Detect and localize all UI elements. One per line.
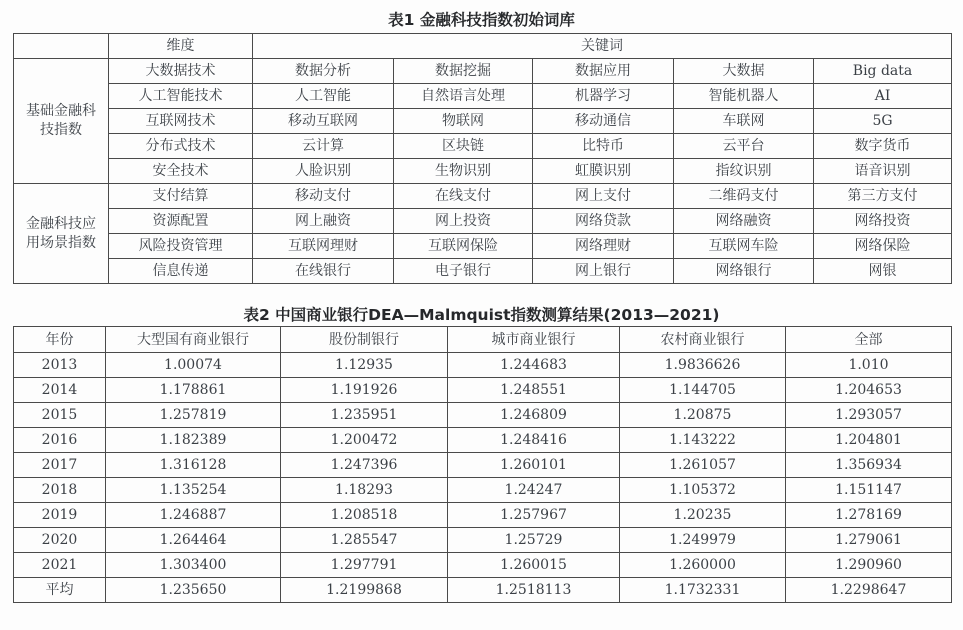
table2-value-cell: 1.200472 — [281, 428, 448, 453]
table2-row — [14, 453, 952, 478]
table1-keyword-cell: 区块链 — [394, 134, 533, 159]
table1-row — [14, 109, 952, 134]
table2-year-cell: 2019 — [14, 503, 106, 528]
table1-keyword-cell: 虹膜识别 — [533, 159, 674, 184]
table1-keyword-cell: 互联网理财 — [253, 234, 394, 259]
table2-header-row — [14, 327, 952, 353]
table1-group-label: 金融科技应用场景指数 — [14, 184, 109, 284]
table1-header-dimension: 维度 — [109, 34, 253, 59]
table1-keyword-cell: 第三方支付 — [814, 184, 952, 209]
table2-value-cell: 1.246809 — [448, 403, 620, 428]
table1-keyword-cell: 电子银行 — [394, 259, 533, 284]
table1-keyword-cell: 移动通信 — [533, 109, 674, 134]
table2-value-cell: 1.257819 — [106, 403, 281, 428]
table1-dimension-cell: 互联网技术 — [109, 109, 253, 134]
table1-keyword-cell: 网上银行 — [533, 259, 674, 284]
table2-value-cell: 1.204801 — [786, 428, 952, 453]
table1-dimension-cell: 支付结算 — [109, 184, 253, 209]
table2-value-cell: 1.260015 — [448, 553, 620, 578]
table2-value-cell: 1.278169 — [786, 503, 952, 528]
table2-header-cell: 股份制银行 — [281, 327, 448, 353]
table2-year-cell: 2021 — [14, 553, 106, 578]
table2-value-cell: 1.356934 — [786, 453, 952, 478]
table1-header-row — [14, 34, 952, 59]
table2-value-cell: 1.316128 — [106, 453, 281, 478]
table2-row — [14, 578, 952, 603]
table1-keyword-cell: 比特币 — [533, 134, 674, 159]
table2-header-cell: 大型国有商业银行 — [106, 327, 281, 353]
table2-value-cell: 1.244683 — [448, 353, 620, 378]
table2-header-cell: 城市商业银行 — [448, 327, 620, 353]
table2-year-cell: 2016 — [14, 428, 106, 453]
table2-value-cell: 1.191926 — [281, 378, 448, 403]
table1-dimension-cell: 分布式技术 — [109, 134, 253, 159]
table2-value-cell: 1.235951 — [281, 403, 448, 428]
table2-header-cell: 年份 — [14, 327, 106, 353]
table2-value-cell: 1.2298647 — [786, 578, 952, 603]
table1-row — [14, 209, 952, 234]
table1-keyword-cell: AI — [814, 84, 952, 109]
table2-value-cell: 1.25729 — [448, 528, 620, 553]
table2-value-cell: 1.010 — [786, 353, 952, 378]
table1-dimension-cell: 大数据技术 — [109, 59, 253, 84]
table2-value-cell: 1.235650 — [106, 578, 281, 603]
table2-row — [14, 378, 952, 403]
table1-keyword-cell: 网上融资 — [253, 209, 394, 234]
table2-value-cell: 1.20235 — [620, 503, 786, 528]
table2-value-cell: 1.135254 — [106, 478, 281, 503]
table2-value-cell: 1.249979 — [620, 528, 786, 553]
table2-value-cell: 1.24247 — [448, 478, 620, 503]
table1-keyword-cell: 数字货币 — [814, 134, 952, 159]
table2-value-cell: 1.248551 — [448, 378, 620, 403]
table1-keyword-cell: Big data — [814, 59, 952, 84]
table2-value-cell: 1.2199868 — [281, 578, 448, 603]
table2-value-cell: 1.261057 — [620, 453, 786, 478]
table1-dimension-cell: 风险投资管理 — [109, 234, 253, 259]
table1-keyword-cell: 智能机器人 — [674, 84, 814, 109]
table2-dea-results — [13, 326, 952, 603]
table1-keyword-cell: 互联网车险 — [674, 234, 814, 259]
table1-row — [14, 134, 952, 159]
table2-row — [14, 403, 952, 428]
table1-row — [14, 259, 952, 284]
table1-corner-cell — [14, 34, 109, 59]
table1-keyword-cell: 5G — [814, 109, 952, 134]
table1-row — [14, 159, 952, 184]
table1-keyword-cell: 在线支付 — [394, 184, 533, 209]
table2-value-cell: 1.260000 — [620, 553, 786, 578]
table1-wordbank — [13, 33, 952, 284]
table2-title: 表2 中国商业银行DEA—Malmquist指数测算结果(2013—2021) — [243, 306, 720, 324]
table1-keyword-cell: 在线银行 — [253, 259, 394, 284]
table2-value-cell: 1.247396 — [281, 453, 448, 478]
table1-keyword-cell: 人脸识别 — [253, 159, 394, 184]
table1-keyword-cell: 物联网 — [394, 109, 533, 134]
table1-keyword-cell: 语音识别 — [814, 159, 952, 184]
table1-keyword-cell: 大数据 — [674, 59, 814, 84]
table2-value-cell: 1.00074 — [106, 353, 281, 378]
table2-value-cell: 1.178861 — [106, 378, 281, 403]
table1-keyword-cell: 网上投资 — [394, 209, 533, 234]
table2-value-cell: 1.248416 — [448, 428, 620, 453]
table1-dimension-cell: 安全技术 — [109, 159, 253, 184]
table1-keyword-cell: 网络保险 — [814, 234, 952, 259]
table2-year-cell: 2015 — [14, 403, 106, 428]
table1-row — [14, 59, 952, 84]
table1-keyword-cell: 网银 — [814, 259, 952, 284]
table2-row — [14, 478, 952, 503]
table2-row — [14, 528, 952, 553]
table2-value-cell: 1.260101 — [448, 453, 620, 478]
table1-keyword-cell: 车联网 — [674, 109, 814, 134]
table2-value-cell: 1.20875 — [620, 403, 786, 428]
table1-keyword-cell: 网络贷款 — [533, 209, 674, 234]
table1-keyword-cell: 移动支付 — [253, 184, 394, 209]
table1-header-keyword: 关键词 — [253, 34, 952, 59]
table1-keyword-cell: 网络银行 — [674, 259, 814, 284]
table2-value-cell: 1.264464 — [106, 528, 281, 553]
table2-header-cell: 全部 — [786, 327, 952, 353]
table1-dimension-cell: 人工智能技术 — [109, 84, 253, 109]
table1-keyword-cell: 数据挖掘 — [394, 59, 533, 84]
table2-value-cell: 1.2518113 — [448, 578, 620, 603]
table1-keyword-cell: 网上支付 — [533, 184, 674, 209]
table1-row — [14, 234, 952, 259]
table2-value-cell: 1.208518 — [281, 503, 448, 528]
table2-value-cell: 1.204653 — [786, 378, 952, 403]
table2-value-cell: 1.143222 — [620, 428, 786, 453]
table1-keyword-cell: 云平台 — [674, 134, 814, 159]
table2-value-cell: 1.1732331 — [620, 578, 786, 603]
table1-keyword-cell: 二维码支付 — [674, 184, 814, 209]
table2-value-cell: 1.246887 — [106, 503, 281, 528]
table1-keyword-cell: 移动互联网 — [253, 109, 394, 134]
table2-header-cell: 农村商业银行 — [620, 327, 786, 353]
table2-value-cell: 1.257967 — [448, 503, 620, 528]
table2-year-cell: 2017 — [14, 453, 106, 478]
table2-value-cell: 1.9836626 — [620, 353, 786, 378]
table1-keyword-cell: 云计算 — [253, 134, 394, 159]
table2-value-cell: 1.279061 — [786, 528, 952, 553]
table2-value-cell: 1.303400 — [106, 553, 281, 578]
table1-group-label: 基础金融科技指数 — [14, 59, 109, 184]
table2-value-cell: 1.12935 — [281, 353, 448, 378]
table1-row — [14, 84, 952, 109]
table1-dimension-cell: 信息传递 — [109, 259, 253, 284]
table2-row — [14, 503, 952, 528]
table2-value-cell: 1.105372 — [620, 478, 786, 503]
table2-year-cell: 2020 — [14, 528, 106, 553]
table2-row — [14, 353, 952, 378]
table2-value-cell: 1.18293 — [281, 478, 448, 503]
table2-year-cell: 平均 — [14, 578, 106, 603]
table2-value-cell: 1.293057 — [786, 403, 952, 428]
table1-keyword-cell: 互联网保险 — [394, 234, 533, 259]
table2-value-cell: 1.151147 — [786, 478, 952, 503]
table2-row — [14, 428, 952, 453]
table1-row — [14, 184, 952, 209]
table1-keyword-cell: 网络投资 — [814, 209, 952, 234]
table2-value-cell: 1.290960 — [786, 553, 952, 578]
table1-keyword-cell: 网络融资 — [674, 209, 814, 234]
table2-value-cell: 1.182389 — [106, 428, 281, 453]
table2-year-cell: 2018 — [14, 478, 106, 503]
table1-keyword-cell: 自然语言处理 — [394, 84, 533, 109]
table1-keyword-cell: 生物识别 — [394, 159, 533, 184]
table1-title: 表1 金融科技指数初始词库 — [388, 11, 575, 29]
table2-row — [14, 553, 952, 578]
table2-year-cell: 2013 — [14, 353, 106, 378]
table1-keyword-cell: 指纹识别 — [674, 159, 814, 184]
table1-keyword-cell: 数据分析 — [253, 59, 394, 84]
table1-keyword-cell: 网络理财 — [533, 234, 674, 259]
table1-keyword-cell: 人工智能 — [253, 84, 394, 109]
table2-year-cell: 2014 — [14, 378, 106, 403]
table1-keyword-cell: 机器学习 — [533, 84, 674, 109]
table2-value-cell: 1.285547 — [281, 528, 448, 553]
table1-keyword-cell: 数据应用 — [533, 59, 674, 84]
table2-value-cell: 1.297791 — [281, 553, 448, 578]
table2-value-cell: 1.144705 — [620, 378, 786, 403]
table1-dimension-cell: 资源配置 — [109, 209, 253, 234]
